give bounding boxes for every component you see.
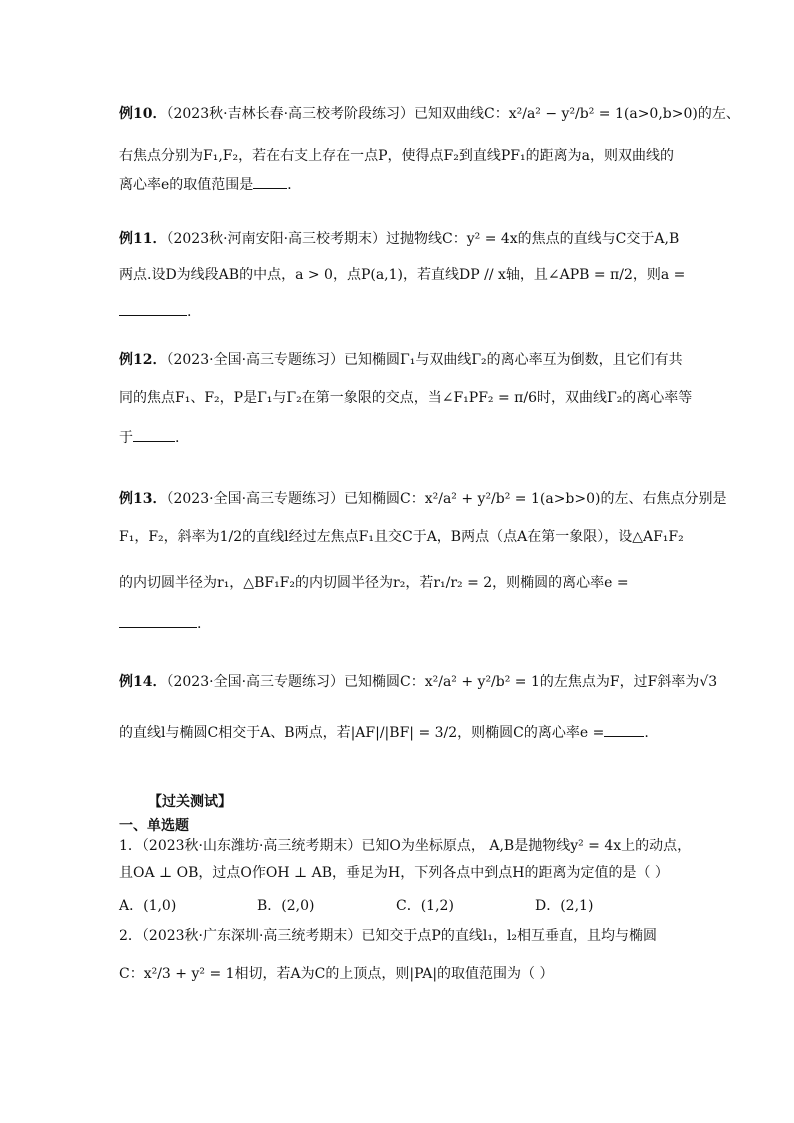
answer-blank	[604, 722, 644, 737]
option-d[interactable]: D．(2,1)	[535, 898, 594, 914]
example-text: （2023·全国·高三专题练习）已知椭圆C：x²/a² + y²/b² = 1的左焦点为F，过F斜率为√3	[166, 674, 718, 690]
example-14-line-2	[119, 722, 649, 743]
example-14-line-1	[119, 672, 717, 692]
example-tail: .	[197, 616, 202, 632]
example-13-line-2: F₁，F₂，斜率为1/2的直线l经过左焦点F₁且交C于A，B两点（点A在第一象限），设△AF₁F₂	[119, 529, 684, 545]
subsection-title: 一、单选题	[119, 818, 189, 834]
option-c[interactable]: C．(1,2)	[396, 898, 454, 914]
example-label: 例12．	[119, 352, 167, 368]
example-label: 例13．	[119, 491, 167, 507]
example-10-line-3	[119, 174, 301, 195]
question-2-line-2: C：x²/3 + y² = 1相切，若A为C的上顶点，则|PA|的取值范围为（ ）	[119, 966, 554, 982]
option-b[interactable]: B．(2,0)	[257, 898, 315, 914]
example-text: （2023·全国·高三专题练习）已知椭圆C：x²/a² + y²/b² = 1(a>b>0)的左、右焦点分别是	[166, 491, 727, 507]
example-10-line-1	[119, 104, 740, 124]
example-12-line-1	[119, 350, 683, 370]
example-text: 的直线l与椭圆C相交于A、B两点，若|AF|/|BF| = 3/2，则椭圆C的离心率e =	[119, 725, 605, 741]
example-tail: .	[175, 430, 180, 446]
example-12-line-2: 同的焦点F₁、F₂，P是Γ₁与Γ₂在第一象限的交点，当∠F₁PF₂ = π/6时，双曲线Γ₂的离心率等	[119, 390, 693, 406]
example-text: 于	[119, 430, 133, 446]
example-11-line-2: 两点.设D为线段AB的中点，a > 0，点P(a,1)，若直线DP // x轴，且∠APB = π/2，则a =	[119, 267, 686, 283]
example-10-line-2: 右焦点分别为F₁,F₂，若在右支上存在一点P，使得点F₂到直线PF₁的距离为a，则双曲线的	[119, 148, 674, 164]
example-label: 例11．	[119, 231, 167, 247]
answer-blank	[119, 613, 197, 628]
example-tail: .	[644, 725, 649, 741]
answer-blank	[133, 427, 175, 442]
example-tail: .	[187, 304, 192, 320]
example-label: 例14．	[119, 674, 167, 690]
example-13-line-4	[119, 613, 201, 634]
example-text: （2023·全国·高三专题练习）已知椭圆Γ₁与双曲线Γ₂的离心率互为倒数，且它们有共	[166, 352, 683, 368]
example-text: （2023秋·河南安阳·高三校考期末）过抛物线C：y² = 4x的焦点的直线与C交于A,B	[166, 231, 680, 247]
example-label: 例10．	[119, 106, 167, 122]
question-1-line-1: 1．（2023秋·山东潍坊·高三统考期末）已知O为坐标原点， A,B是抛物线y² = 4x上的动点，	[119, 838, 692, 854]
question-1-line-2: 且OA ⊥ OB，过点O作OH ⊥ AB，垂足为H，下列各点中到点H的距离为定值的是（ ）	[119, 865, 669, 881]
example-13-line-1	[119, 489, 727, 509]
answer-blank	[119, 301, 187, 316]
answer-blank	[253, 174, 287, 189]
example-11-line-1	[119, 229, 679, 249]
option-a[interactable]: A．(1,0)	[119, 898, 177, 914]
example-13-line-3: 的内切圆半径为r₁，△BF₁F₂的内切圆半径为r₂，若r₁/r₂ = 2，则椭圆的离心率e =	[119, 575, 629, 591]
question-2-line-1: 2．（2023秋·广东深圳·高三统考期末）已知交于点P的直线l₁，l₂相互垂直，且均与椭圆	[119, 928, 658, 944]
example-text: 离心率e的取值范围是	[119, 177, 254, 193]
example-tail: ．	[287, 177, 302, 193]
example-11-line-3	[119, 301, 191, 322]
example-text: （2023秋·吉林长春·高三校考阶段练习）已知双曲线C：x²/a² − y²/b² = 1(a>0,b>0)的左、	[166, 106, 740, 122]
section-title: 【过关测试】	[148, 794, 232, 810]
example-12-line-3	[119, 427, 179, 448]
